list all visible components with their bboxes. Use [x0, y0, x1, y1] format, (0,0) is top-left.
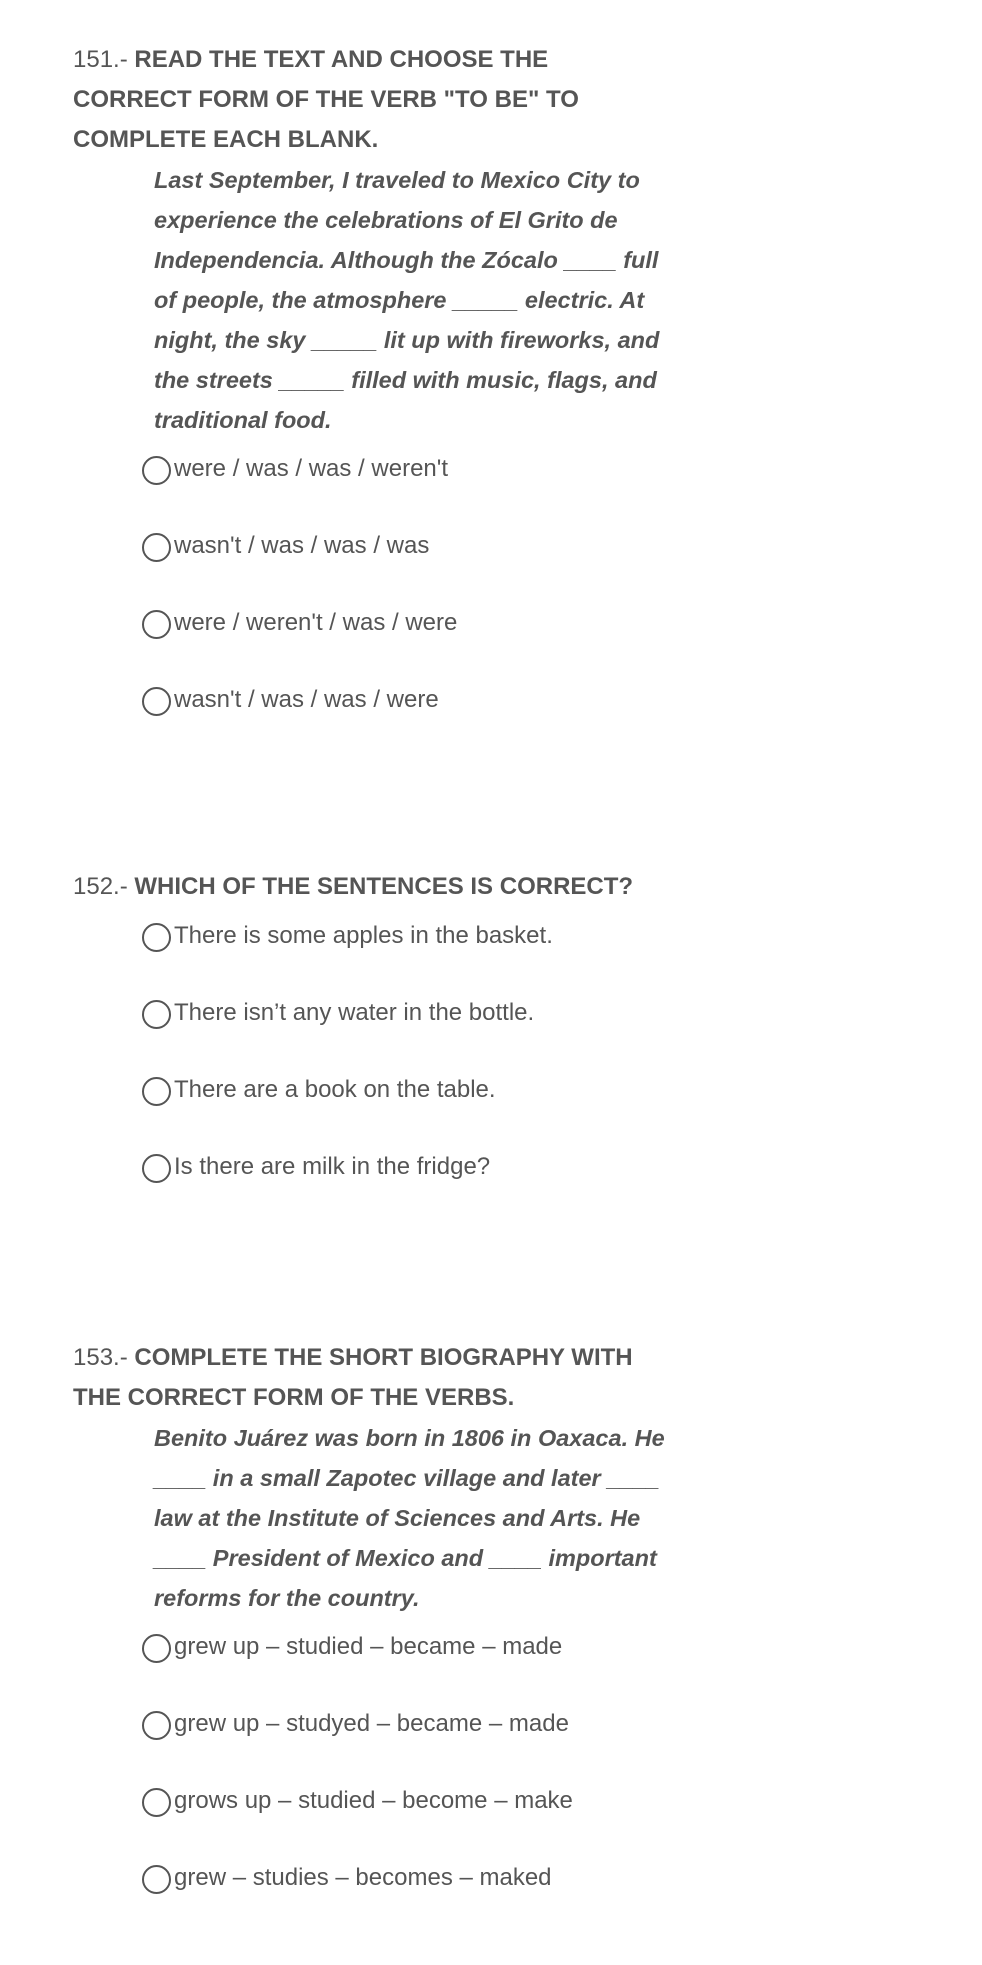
answer-option[interactable] [142, 1781, 673, 1821]
answer-option[interactable] [142, 916, 673, 956]
radio-button-icon[interactable] [142, 1000, 171, 1029]
radio-button-icon[interactable] [142, 456, 171, 485]
question-title [73, 1338, 673, 1418]
option-label: wasn't / was / was / was [174, 532, 430, 559]
answer-option[interactable] [142, 1704, 673, 1744]
radio-button-icon[interactable] [142, 533, 171, 562]
option-label: Is there are milk in the fridge? [174, 1153, 491, 1180]
answer-option[interactable] [142, 1070, 673, 1110]
option-label: grows up – studied – become – make [174, 1787, 573, 1814]
question-152 [73, 867, 673, 1187]
option-label: were / was / was / weren't [174, 455, 449, 482]
radio-button-icon[interactable] [142, 923, 171, 952]
answer-options [142, 1627, 673, 1898]
question-number: 151.- [73, 46, 128, 73]
option-label: There are a book on the table. [174, 1076, 496, 1103]
radio-button-icon[interactable] [142, 1077, 171, 1106]
radio-button-icon[interactable] [142, 610, 171, 639]
reading-passage: Last September, I traveled to Mexico City to experience the celebrations of El Grito de Independencia. Although the Zócalo ____ full of people, the atmosphere _____ electric. At night, the sky _____ lit up with fireworks, and the streets _____ filled with music, flags, and traditional food. [154, 167, 660, 433]
option-label: were / weren't / was / were [174, 609, 458, 636]
radio-button-icon[interactable] [142, 1865, 171, 1894]
radio-button-icon[interactable] [142, 687, 171, 716]
answer-option[interactable] [142, 1627, 673, 1667]
answer-options [142, 449, 673, 720]
option-label: There isn’t any water in the bottle. [174, 999, 535, 1026]
answer-option[interactable] [142, 603, 673, 643]
radio-button-icon[interactable] [142, 1711, 171, 1740]
option-label: There is some apples in the basket. [174, 922, 553, 949]
question-title [73, 40, 673, 160]
answer-option[interactable] [142, 526, 673, 566]
question-text: COMPLETE THE SHORT BIOGRAPHY WITH THE CORRECT FORM OF THE VERBS. [73, 1344, 633, 1411]
option-label: wasn't / was / was / were [174, 686, 439, 713]
answer-option[interactable] [142, 1858, 673, 1898]
option-label: grew – studies – becomes – maked [174, 1864, 552, 1891]
answer-options [142, 916, 673, 1187]
radio-button-icon[interactable] [142, 1634, 171, 1663]
option-label: grew up – studied – became – made [174, 1633, 563, 1660]
answer-option[interactable] [142, 680, 673, 720]
question-153 [73, 1338, 673, 1898]
question-number: 153.- [73, 1344, 128, 1371]
question-text: READ THE TEXT AND CHOOSE THE CORRECT FORM OF THE VERB "TO BE" TO COMPLETE EACH BLANK. [73, 46, 579, 153]
radio-button-icon[interactable] [142, 1788, 171, 1817]
answer-option[interactable] [142, 1147, 673, 1187]
answer-option[interactable] [142, 993, 673, 1033]
option-label: grew up – studyed – became – made [174, 1710, 569, 1737]
radio-button-icon[interactable] [142, 1154, 171, 1183]
question-number: 152.- [73, 873, 128, 900]
question-title [73, 867, 673, 907]
reading-passage: Benito Juárez was born in 1806 in Oaxaca. He ____ in a small Zapotec village and later ____ law at the Institute of Sciences and Arts. He ____ President of Mexico and ____ important reforms for the country. [154, 1425, 665, 1611]
question-text: WHICH OF THE SENTENCES IS CORRECT? [134, 873, 634, 900]
question-151 [73, 40, 673, 720]
answer-option[interactable] [142, 449, 673, 489]
